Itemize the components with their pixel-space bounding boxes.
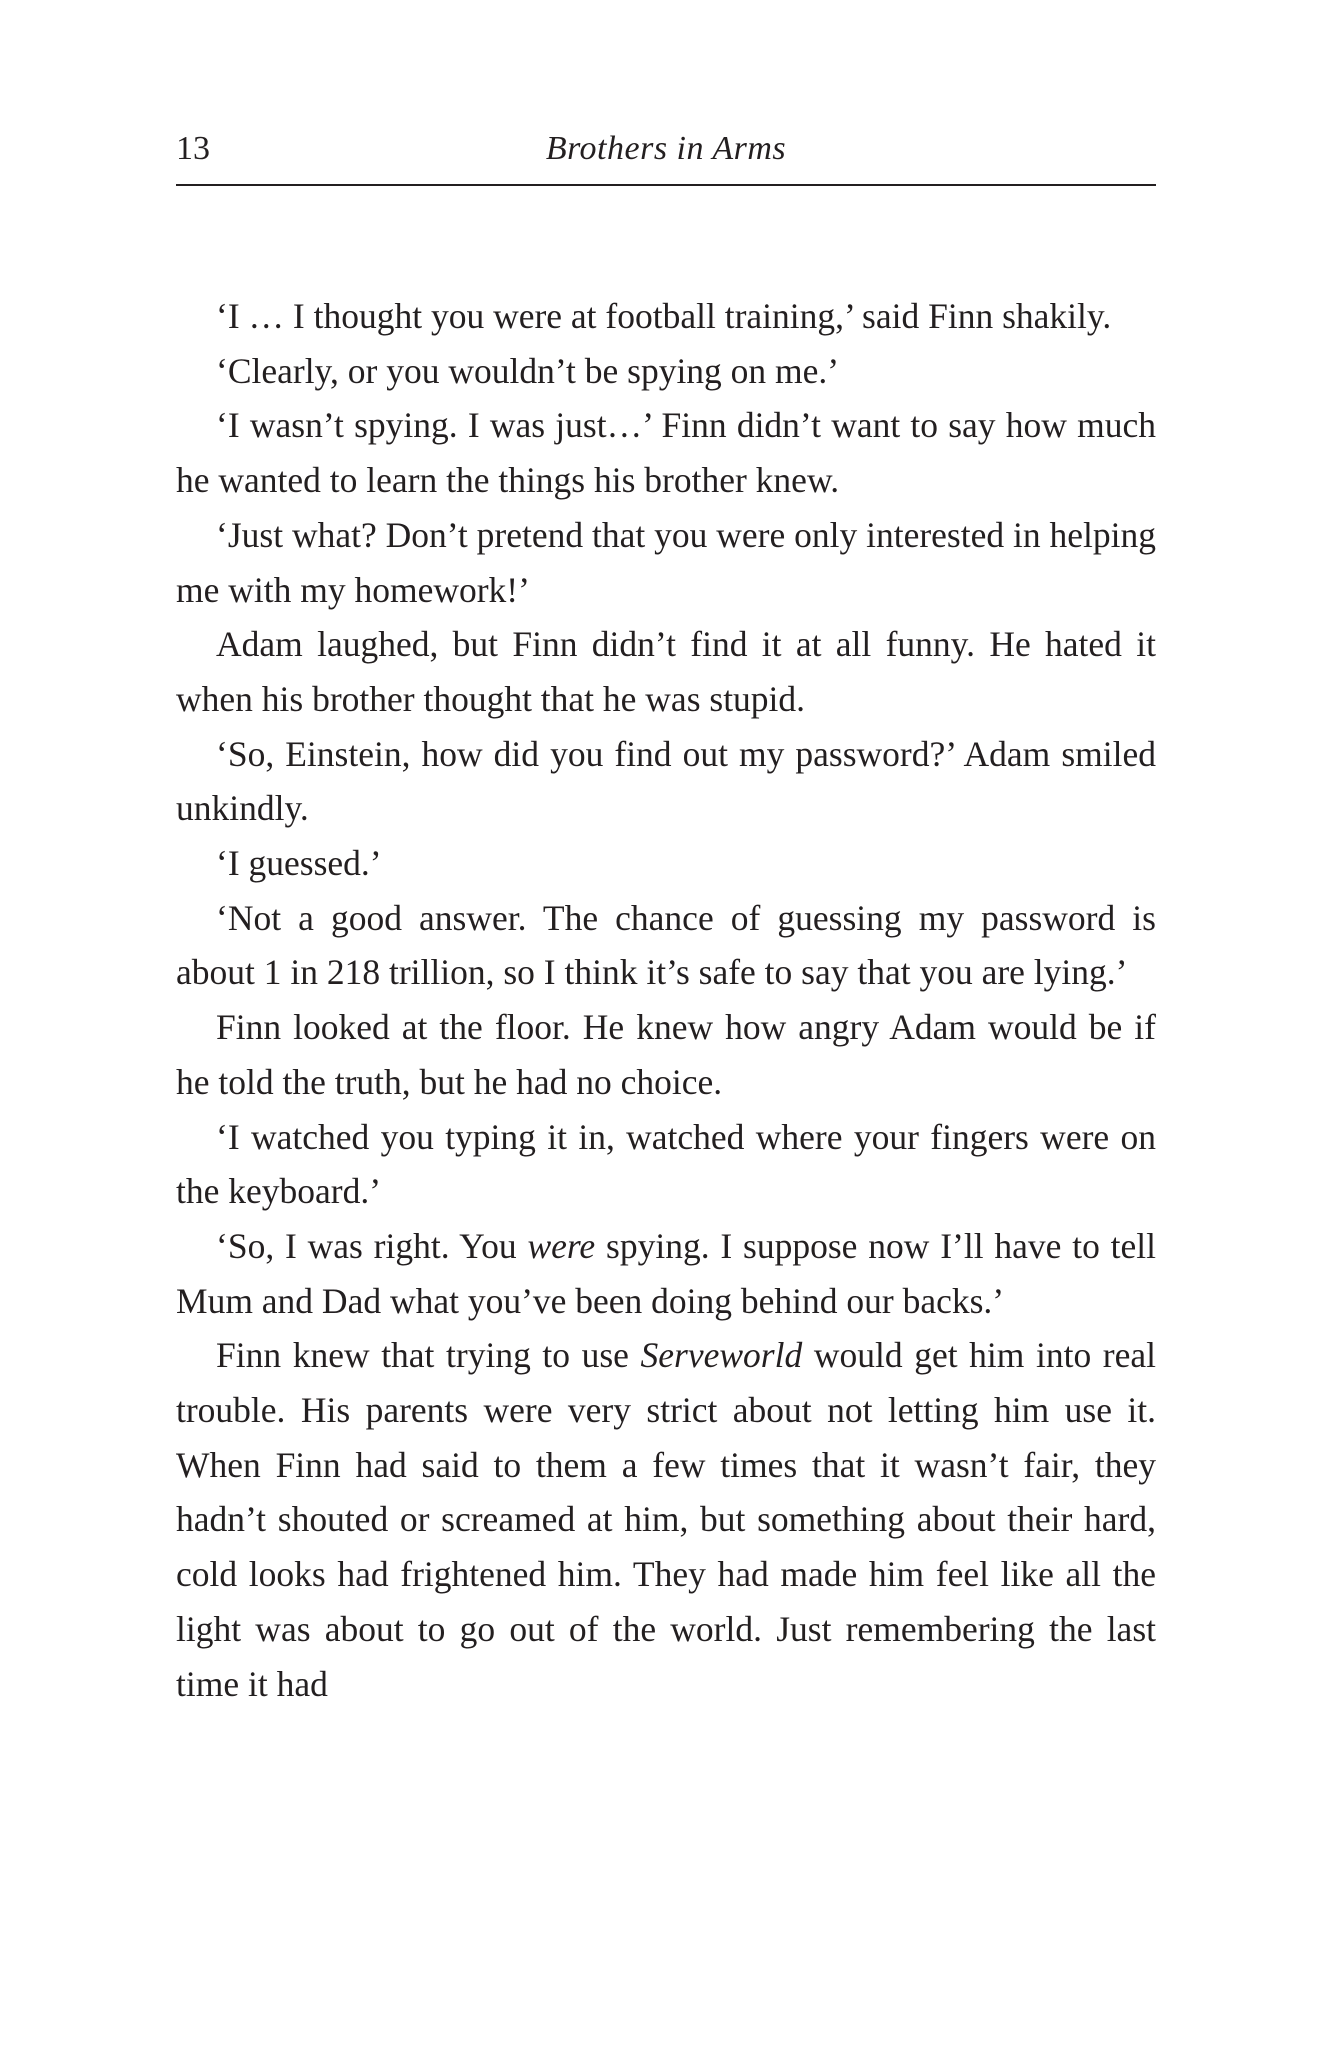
body-text (176, 289, 1156, 1711)
emphasized-word: were (527, 1225, 596, 1266)
paragraph: ‘I … I thought you were at football training,’ said Finn shakily. (216, 296, 1112, 336)
paragraph: ‘Clearly, or you wouldn’t be spying on me.’ (216, 350, 840, 391)
paragraph: ‘I watched you typing it in, watched where your fingers were on the keyboard.’ (176, 1116, 1156, 1212)
paragraph-text: would get him into real trouble. His parents were very strict about not letting him use it. When Finn had said to them a few times that it wasn’t fair, they hadn’t shouted or screamed at him, but something about their hard, cold looks had frightened him. They had made him feel like all the light was about to go out of the world. Just remembering the last time it had (176, 1335, 1156, 1704)
paragraph: ‘So, Einstein, how did you find out my password?’ Adam smiled unkindly. (176, 733, 1156, 829)
paragraph: Adam laughed, but Finn didn’t find it at all funny. He hated it when his brother thought that he was stupid. (176, 624, 1156, 719)
header-rule (176, 184, 1156, 186)
paragraph-text: ‘So, I was right. You (216, 1225, 528, 1266)
paragraph-text: spying. I suppose now I’ll have to tell Mum and Dad what you’ve been doing behind our backs.’ (176, 1225, 1156, 1321)
paragraph-text: Finn knew that trying to use (216, 1335, 641, 1376)
paragraph (176, 1219, 1156, 1328)
page-number: 13 (176, 130, 210, 167)
paragraph: Finn looked at the floor. He knew how angry Adam would be if he told the truth, but he had no choice. (176, 1007, 1156, 1102)
paragraph (176, 1328, 1156, 1711)
paragraph: ‘Just what? Don’t pretend that you were only interested in helping me with my homework!’ (176, 514, 1156, 610)
paragraph: ‘Not a good answer. The chance of guessing my password is about 1 in 218 trillion, so I think it’s safe to say that you are lying.’ (176, 897, 1156, 993)
book-title: Brothers in Arms (545, 130, 787, 167)
running-head (176, 124, 1156, 174)
emphasized-title: Serveworld (640, 1335, 803, 1376)
paragraph: ‘I guessed.’ (216, 843, 382, 884)
paragraph: ‘I wasn’t spying. I was just…’ Finn didn’t want to say how much he wanted to learn the things his brother knew. (176, 405, 1156, 501)
